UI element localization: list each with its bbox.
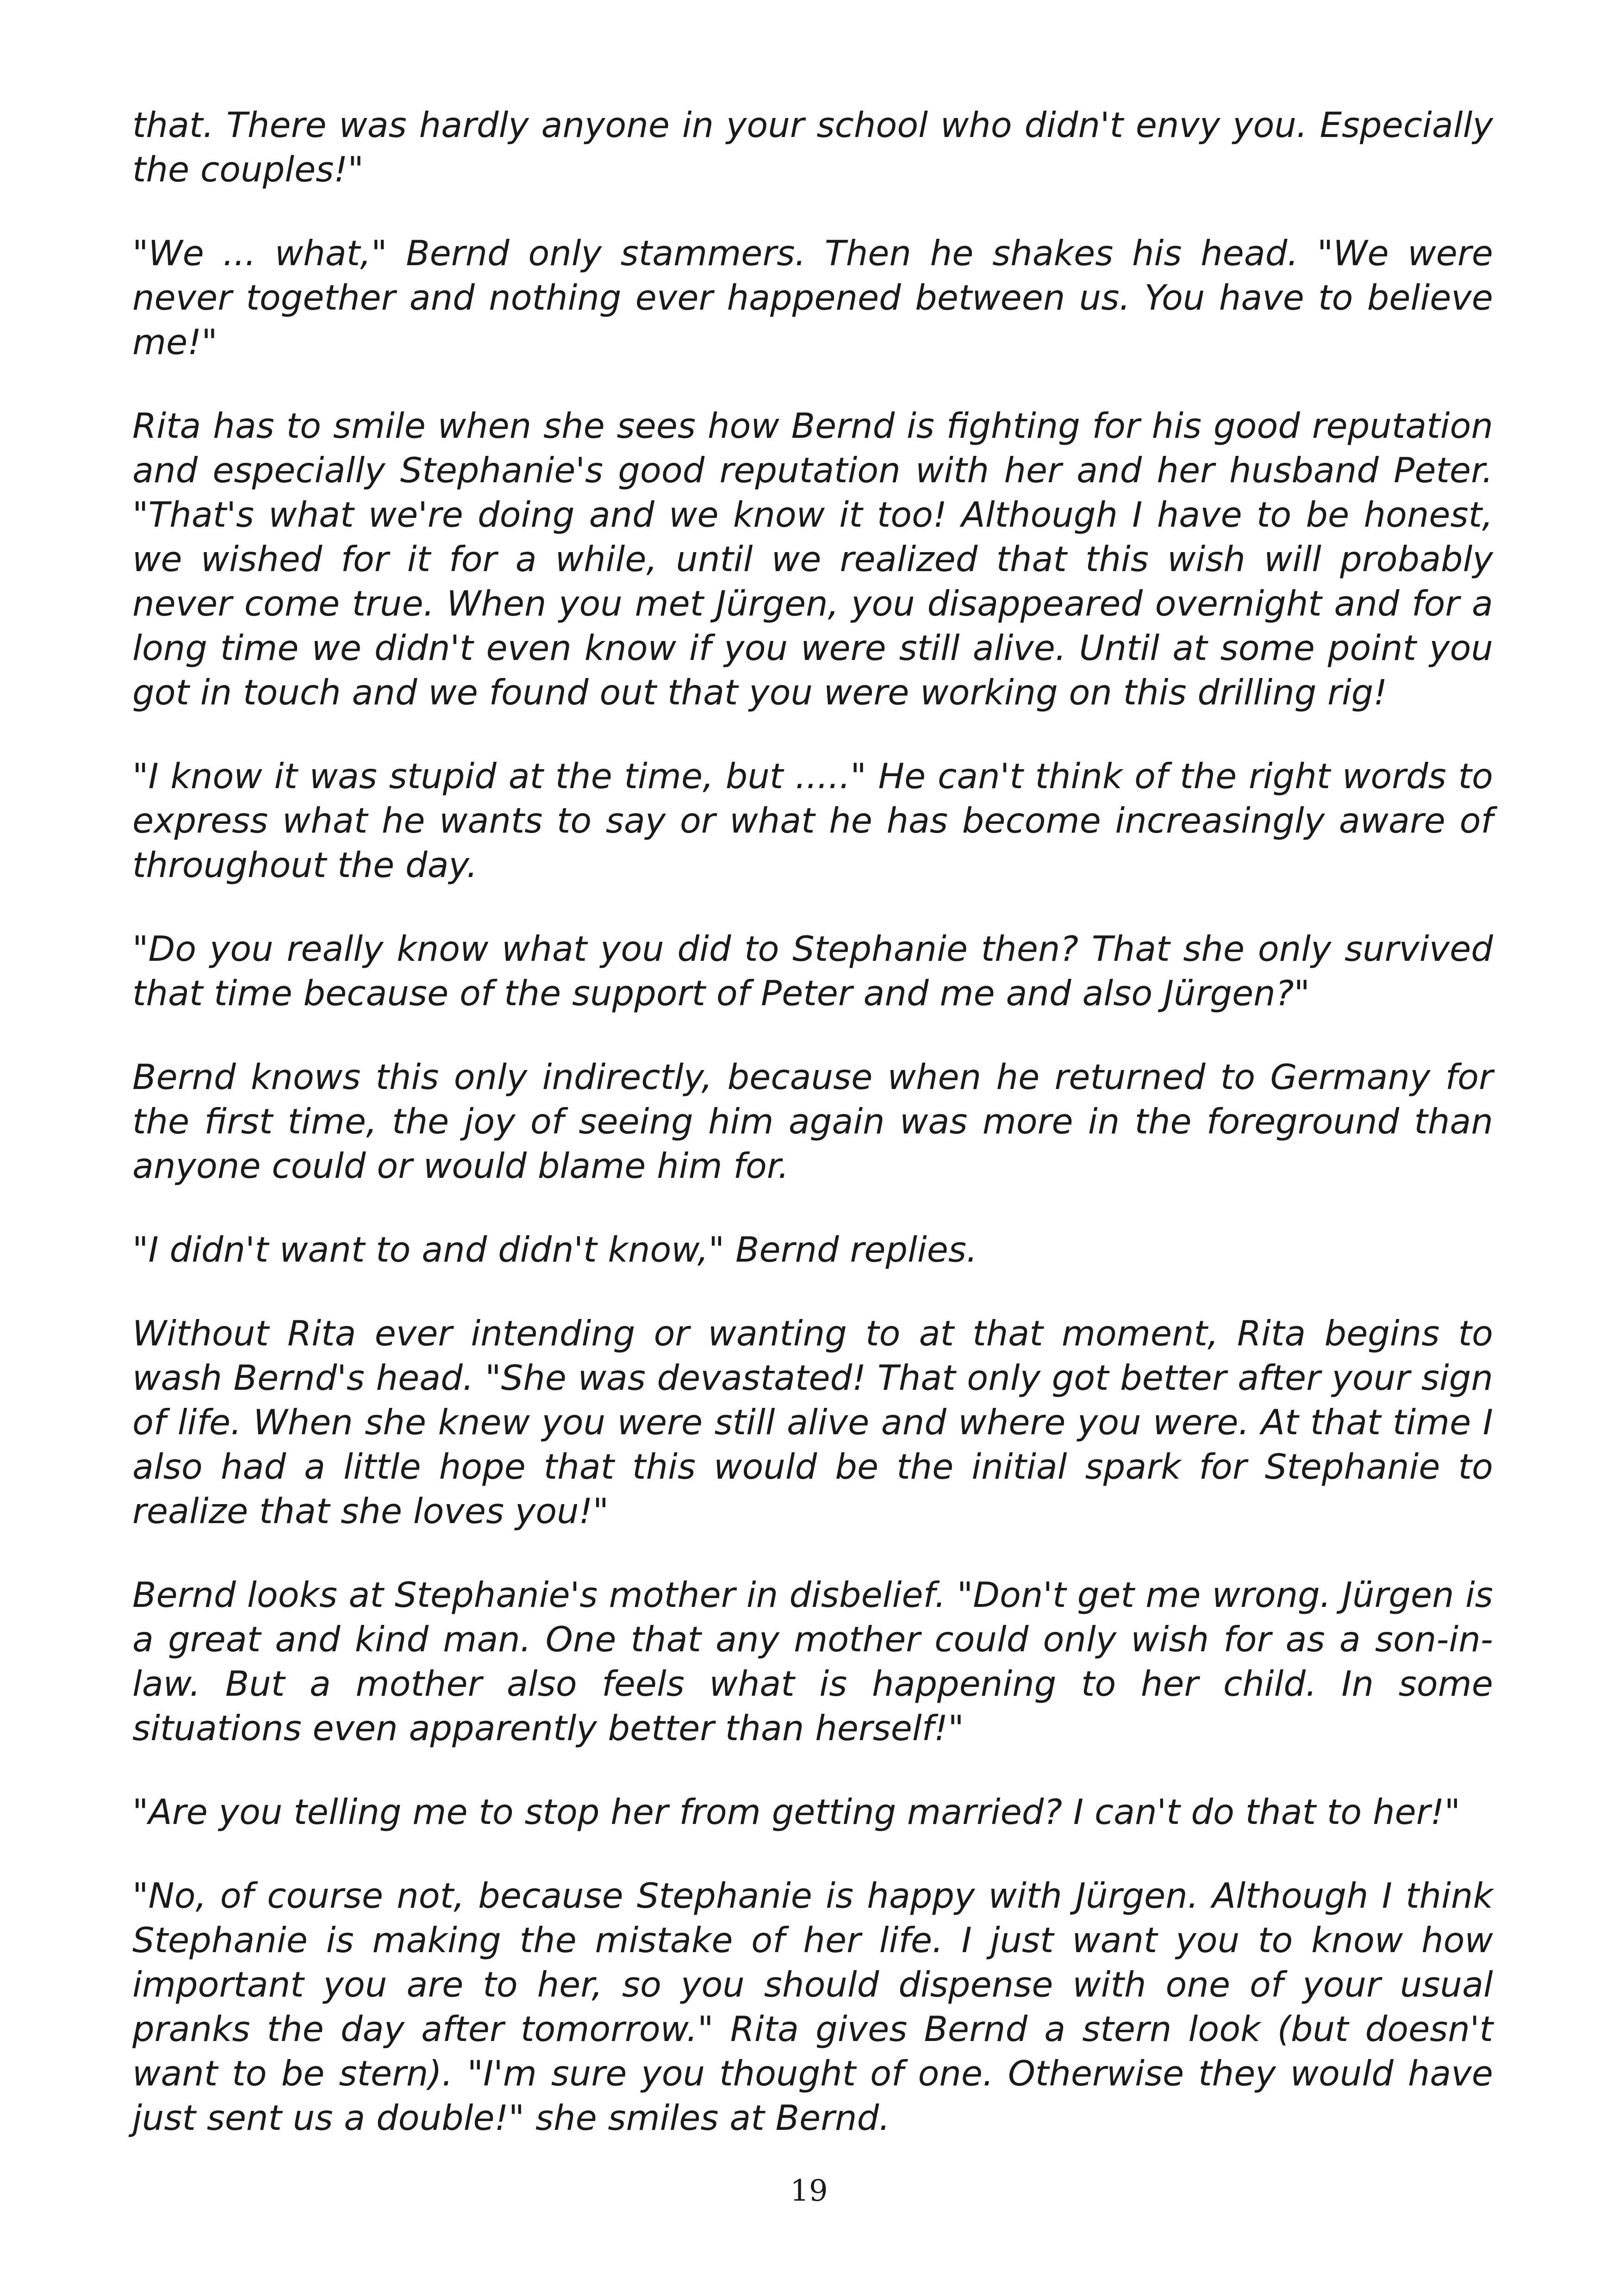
- paragraph: "Do you really know what you did to Stephanie then? That she only survived that time because of the support of Peter and me and also Jürgen?": [132, 928, 1493, 1014]
- paragraph: "I know it was stupid at the time, but ....." He can't think of the right words to express what he wants to say or what he has become increasingly aware of throughout the day.: [132, 756, 1493, 885]
- paragraph: "Are you telling me to stop her from getting married? I can't do that to her!": [132, 1792, 1461, 1832]
- page-number: 19: [790, 2174, 828, 2208]
- body-text: [132, 103, 1493, 2179]
- paragraph: "I didn't want to and didn't know," Bernd replies.: [132, 1229, 977, 1270]
- paragraph: that. There was hardly anyone in your school who didn't envy you. Especially the couples!": [132, 105, 1493, 190]
- paragraph: "We ... what," Bernd only stammers. Then he shakes his head. "We were never together and nothing ever happened between us. You have to believe me!": [132, 233, 1493, 362]
- paragraph: Bernd looks at Stephanie's mother in disbelief. "Don't get me wrong. Jürgen is a great and kind man. One that any mother could only wish for as a son-in-law. But a mother also feels what is happening to her child. In some situations even apparently better than herself!": [132, 1574, 1493, 1748]
- paragraph: Rita has to smile when she sees how Bernd is fighting for his good reputation and especially Stephanie's good reputation with her and her husband Peter. "That's what we're doing and we know it too! Although I have to be honest, we wished for it for a while, until we realized that this wish will probably never come true. When you met Jürgen, you disappeared overnight and for a long time we didn't even know if you were still alive. Until at some point you got in touch and we found out that you were working on this drilling rig!: [132, 405, 1493, 713]
- paragraph: Without Rita ever intending or wanting to at that moment, Rita begins to wash Bernd's head. "She was devastated! That only got better after your sign of life. When she knew you were still alive and where you were. At that time I also had a little hope that this would be the initial spark for Stephanie to realize that she loves you!": [132, 1313, 1493, 1531]
- paragraph: "No, of course not, because Stephanie is happy with Jürgen. Although I think Stephanie is making the mistake of her life. I just want you to know how important you are to her, so you should dispense with one of your usual pranks the day after tomorrow." Rita gives Bernd a stern look (but doesn't want to be stern). "I'm sure you thought of one. Otherwise they would have just sent us a double!" she smiles at Bernd.: [132, 1875, 1493, 2138]
- paragraph: Bernd knows this only indirectly, because when he returned to Germany for the first time, the joy of seeing him again was more in the foreground than anyone could or would blame him for.: [132, 1057, 1493, 1186]
